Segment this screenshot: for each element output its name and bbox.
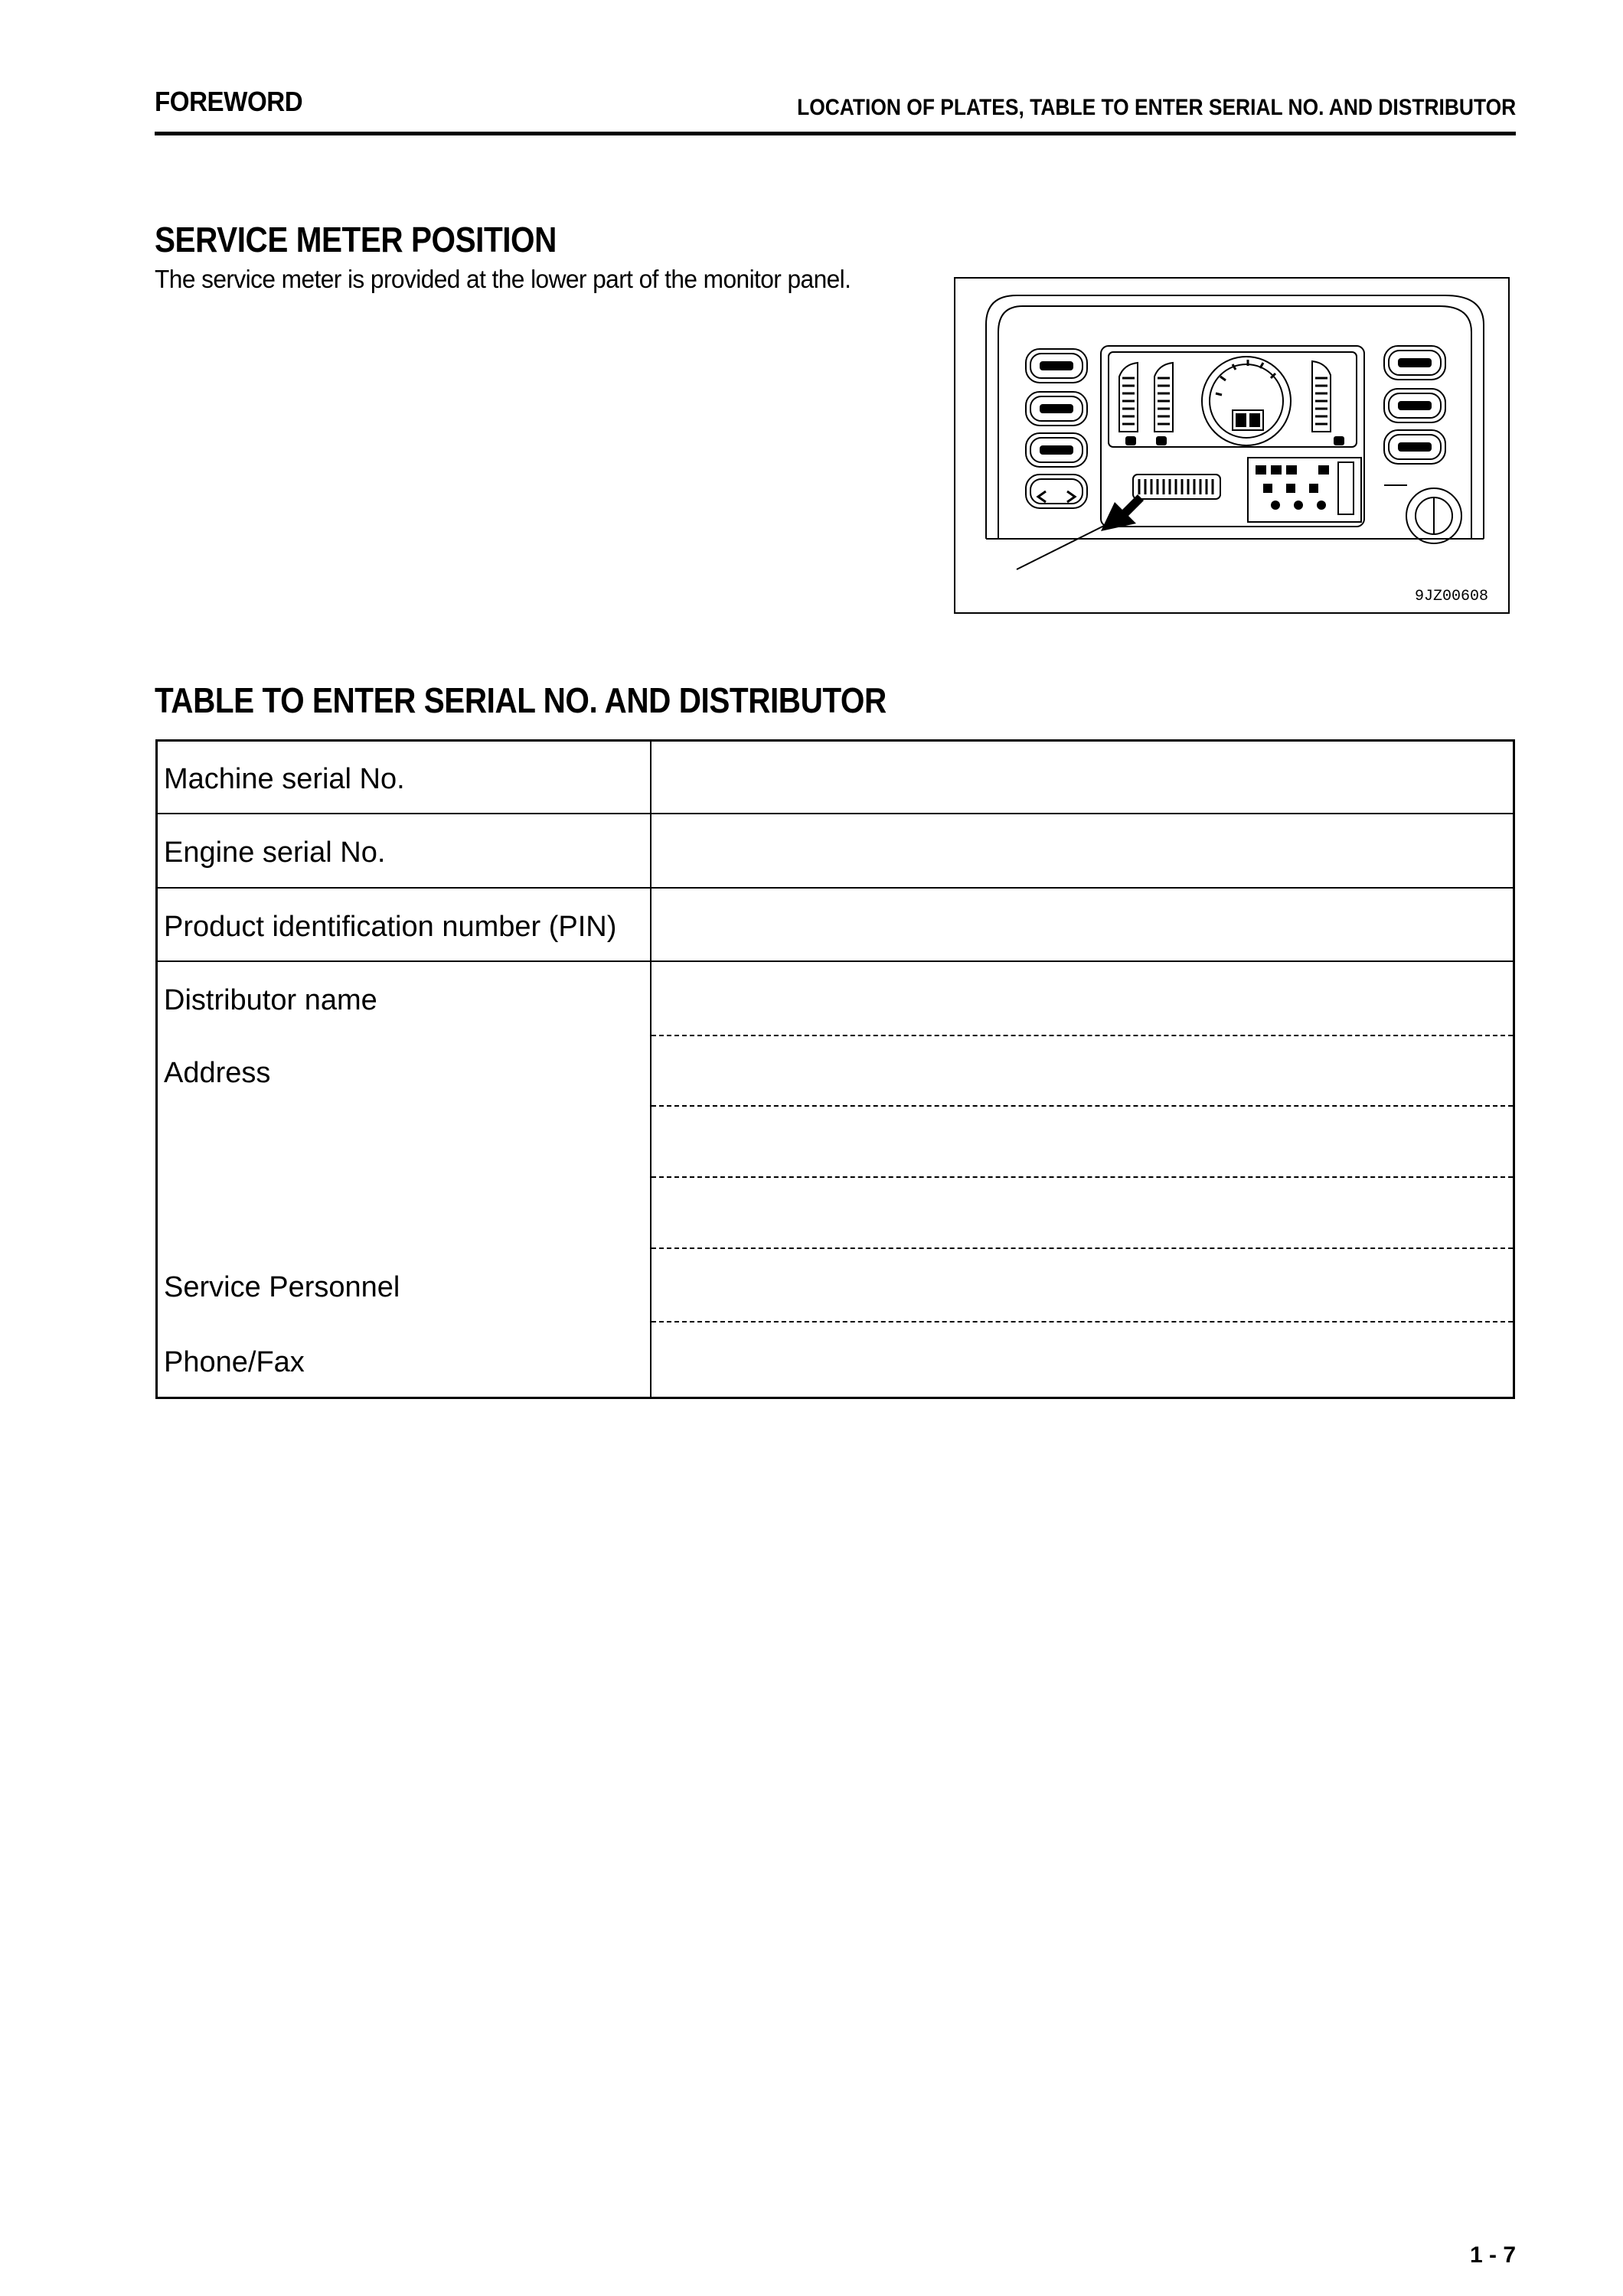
monitor-panel-figure (954, 277, 1510, 614)
row-machine-serial-label: Machine serial No. (164, 763, 405, 795)
address-label: Address (164, 1057, 271, 1089)
phone-fax-label: Phone/Fax (164, 1346, 305, 1378)
header-section: FOREWORD (155, 86, 303, 117)
serial-distributor-table (155, 739, 1515, 1399)
table-row-divider (158, 960, 1513, 962)
figure-code: 9JZ00608 (1415, 588, 1489, 605)
write-in-line (651, 1035, 1513, 1036)
write-in-line (651, 1176, 1513, 1178)
distributor-name-label: Distributor name (164, 984, 377, 1016)
row-engine-serial-label: Engine serial No. (164, 837, 386, 869)
table-row-divider (158, 813, 1513, 814)
service-personnel-label: Service Personnel (164, 1271, 400, 1303)
monitor-panel-illustration (955, 279, 1511, 615)
write-in-line (651, 1247, 1513, 1249)
service-meter-text: The service meter is provided at the lower part of the monitor panel. (155, 265, 851, 293)
write-in-line (651, 1321, 1513, 1322)
service-meter-heading: SERVICE METER POSITION (155, 220, 557, 259)
serial-table-heading: TABLE TO ENTER SERIAL NO. AND DISTRIBUTOR (155, 680, 887, 720)
page-header (155, 86, 1516, 136)
table-row-divider (158, 887, 1513, 889)
page-number: 1 - 7 (1469, 2242, 1516, 2268)
header-title: LOCATION OF PLATES, TABLE TO ENTER SERIAL NO. AND DISTRIBUTOR (796, 95, 1516, 120)
row-pin-label: Product identification number (PIN) (164, 911, 617, 943)
write-in-line (651, 1105, 1513, 1107)
header-divider (155, 132, 1516, 135)
table-column-divider (650, 742, 651, 1397)
